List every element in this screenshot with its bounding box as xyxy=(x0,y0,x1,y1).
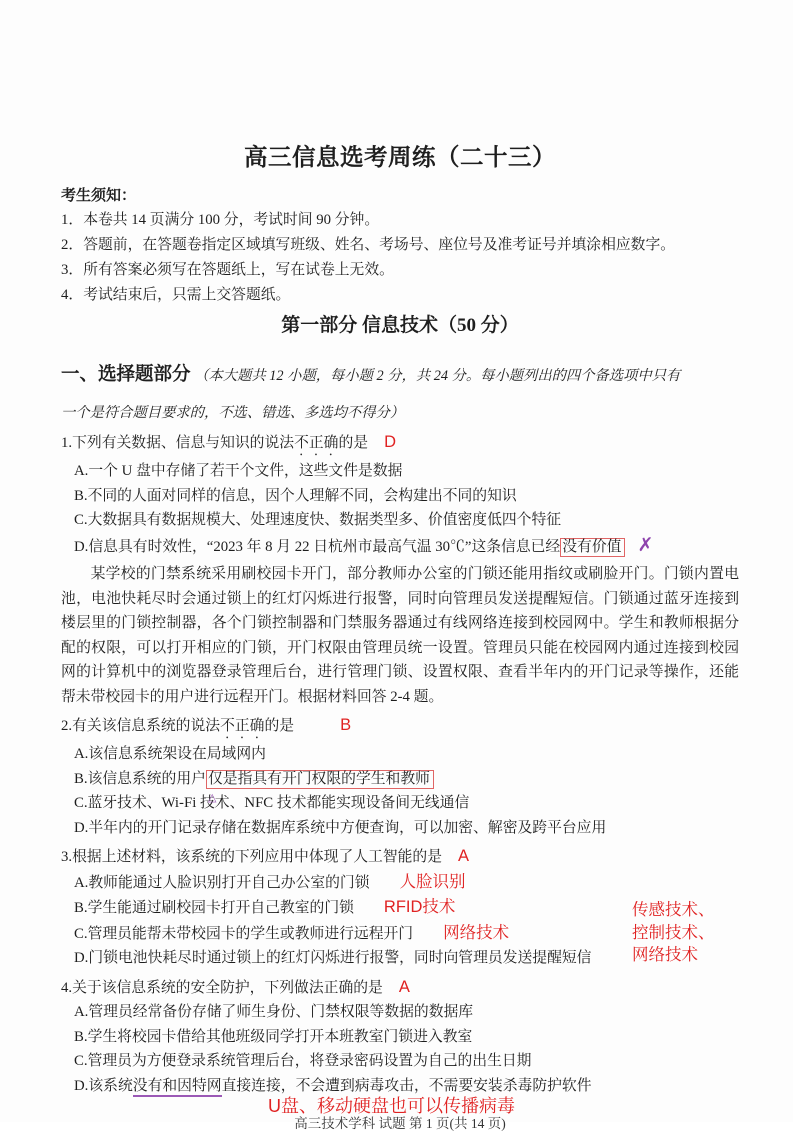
notice-item-4: 4．考试结束后，只需上交答题纸。 xyxy=(61,287,291,303)
q2-option-b xyxy=(61,767,739,792)
q2-option-b-text: B.该信息系统的用户 xyxy=(74,770,206,787)
reading-passage: 某学校的门禁系统采用刷校园卡开门，部分教师办公室的门锁还能用指纹或刷脸开门。门锁内置电池，电池快耗尽时会通过锁上的红灯闪烁进行报警，同时向管理员发送提醒短信。门锁通过蓝牙连接到楼层里的门锁控制器，各个门锁控制器和门禁服务器通过有线网络连接到校园网中。学生和教师根据分配的权限，可以打开相应的门锁，开门权限由管理员统一设置。管理员只能在校园网内通过连接到校园网的计算机中的浏览器登录管理后台，进行管理门锁、设置权限、查看半年内的开门记录等操作，还能帮未带校园卡的用户进行远程开门。根据材料回答 2-4 题。 xyxy=(61,566,739,705)
q3-option-a xyxy=(61,870,739,896)
q4-option-a: A.管理员经常备份存储了师生身份、门禁权限等数据的数据库 xyxy=(74,1004,474,1020)
q4-option-c: C.管理员为方便登录系统管理后台，将登录密码设置为自己的出生日期 xyxy=(74,1053,532,1069)
q2-stem-emphasis: 不正确 xyxy=(220,718,265,734)
q4-answer: A xyxy=(398,977,410,996)
q4-option-d-prefix: D.该系统 xyxy=(74,1077,133,1094)
q2-boxed-phrase xyxy=(206,770,434,789)
q2-option-d: D.半年内的开门记录存储在数据库系统中方便查询，可以加密、解密及跨平台应用 xyxy=(74,819,607,836)
q4-underlined-phrase: 没有和因特网 xyxy=(133,1078,222,1097)
q3-option-a-text: A.教师能通过人脸识别打开自己办公室的门锁 xyxy=(74,874,370,891)
q1-answer: D xyxy=(384,433,396,451)
notice-item-1: 1．本卷共 14 页满分 100 分，考试时间 90 分钟。 xyxy=(61,212,380,228)
q2-option-c: C.蓝牙技术、Wi-Fi 技术、NFC 技术都能实现设备间无线通信 xyxy=(74,795,470,811)
notice-item-2: 2．答题前，在答题卷指定区域填写班级、姓名、考场号、座位号及准考证号并填涂相应数字。 xyxy=(61,237,676,253)
q2-boxed-rest: 是指具有开门权限的学生和教师 xyxy=(222,770,430,787)
part1-heading: 第一部分 信息技术（50 分） xyxy=(281,315,519,336)
q3-annotation-b: RFID技术 xyxy=(383,898,456,916)
q1-option-c: C.大数据具有数据规模大、处理速度快、数据类型多、价值密度低四个特征 xyxy=(74,512,562,528)
section-heading-line xyxy=(61,362,739,390)
q3-answer: A xyxy=(458,847,470,865)
q4-stem-text: 4.关于该信息系统的安全防护，下列做法正确的是 xyxy=(61,979,383,996)
q3-option-b-text: B.学生能通过刷校园卡打开自己教室的门锁 xyxy=(74,900,354,916)
q1-stem xyxy=(61,430,739,459)
q2-answer: B xyxy=(340,716,352,734)
q4-option-b: B.学生将校园卡借给其他班级同学打开本班教室门锁进入教室 xyxy=(74,1028,473,1045)
q4-option-d-suffix: 直接连接，不会遭到病毒攻击，不需要安装杀毒防护软件 xyxy=(221,1077,592,1094)
q1-stem-emphasis: 不正确 xyxy=(294,435,339,451)
q3-option-c-text: C.管理员能帮未带校园卡的学生或教师进行远程开门 xyxy=(74,925,414,942)
q1-stem-prefix: 1.下列有关数据、信息与知识的说法 xyxy=(61,435,295,451)
q3-stem xyxy=(61,844,739,870)
section-heading: 一、选择题部分 xyxy=(61,365,191,385)
q3-side-annotation-line2: 控制技术、 xyxy=(632,923,715,942)
q3-annotation-c: 网络技术 xyxy=(443,923,510,942)
q1-x-mark: ✗ xyxy=(637,533,654,556)
q1-boxed-phrase: 没有价值 xyxy=(560,538,625,557)
q2-option-a: A.该信息系统架设在局域网内 xyxy=(74,746,266,762)
q1-option-b: B.不同的人面对同样的信息，因个人理解不同，会构建出不同的知识 xyxy=(74,487,517,504)
notice-heading: 考生须知： xyxy=(61,188,137,204)
section-note-line2: 一个是符合题目要求的，不选、错选、多选均不得分） xyxy=(61,405,405,421)
q3-annotation-a: 人脸识别 xyxy=(399,872,466,891)
page-footer: 高三技术学科 试题 第 1 页(共 14 页) xyxy=(294,1116,506,1131)
section-note-line1: （本大题共 12 小题，每小题 2 分，共 24 分。每小题列出的四个备选项中只有 xyxy=(194,368,681,384)
q2-triangle-mark: 仅 △ xyxy=(208,767,223,792)
notice-item-3: 3．所有答案必须写在答题纸上，写在试卷上无效。 xyxy=(61,262,394,278)
q2-stem xyxy=(61,713,739,742)
page-title: 高三信息选考周练（二十三） xyxy=(244,145,556,171)
q1-stem-suffix: 的是 xyxy=(338,435,369,451)
q4-bottom-annotation: U盘、移动硬盘也可以传播病毒 xyxy=(268,1096,515,1116)
q3-side-annotation xyxy=(632,899,787,967)
q3-option-d: D.门锁电池快耗尽时通过锁上的红灯闪烁进行报警，同时向管理员发送提醒短信 xyxy=(74,950,592,966)
q1-option-a: A.一个 U 盘中存储了若干个文件，这些文件是数据 xyxy=(74,463,403,479)
q3-side-annotation-line1: 传感技术、 xyxy=(632,901,715,919)
q3-side-annotation-line3: 网络技术 xyxy=(632,946,698,964)
q2-stem-prefix: 2.有关该信息系统的说法 xyxy=(61,718,221,734)
q1-option-d xyxy=(61,533,739,560)
q3-stem-text: 3.根据上述材料，该系统的下列应用中体现了人工智能的是 xyxy=(61,849,443,865)
q2-stem-suffix: 的是 xyxy=(264,718,295,734)
q4-stem xyxy=(61,975,739,1001)
q1-option-d-text: D.信息具有时效性，“2023 年 8 月 22 日杭州市最高气温 30℃”这条信息已经 xyxy=(74,538,561,555)
